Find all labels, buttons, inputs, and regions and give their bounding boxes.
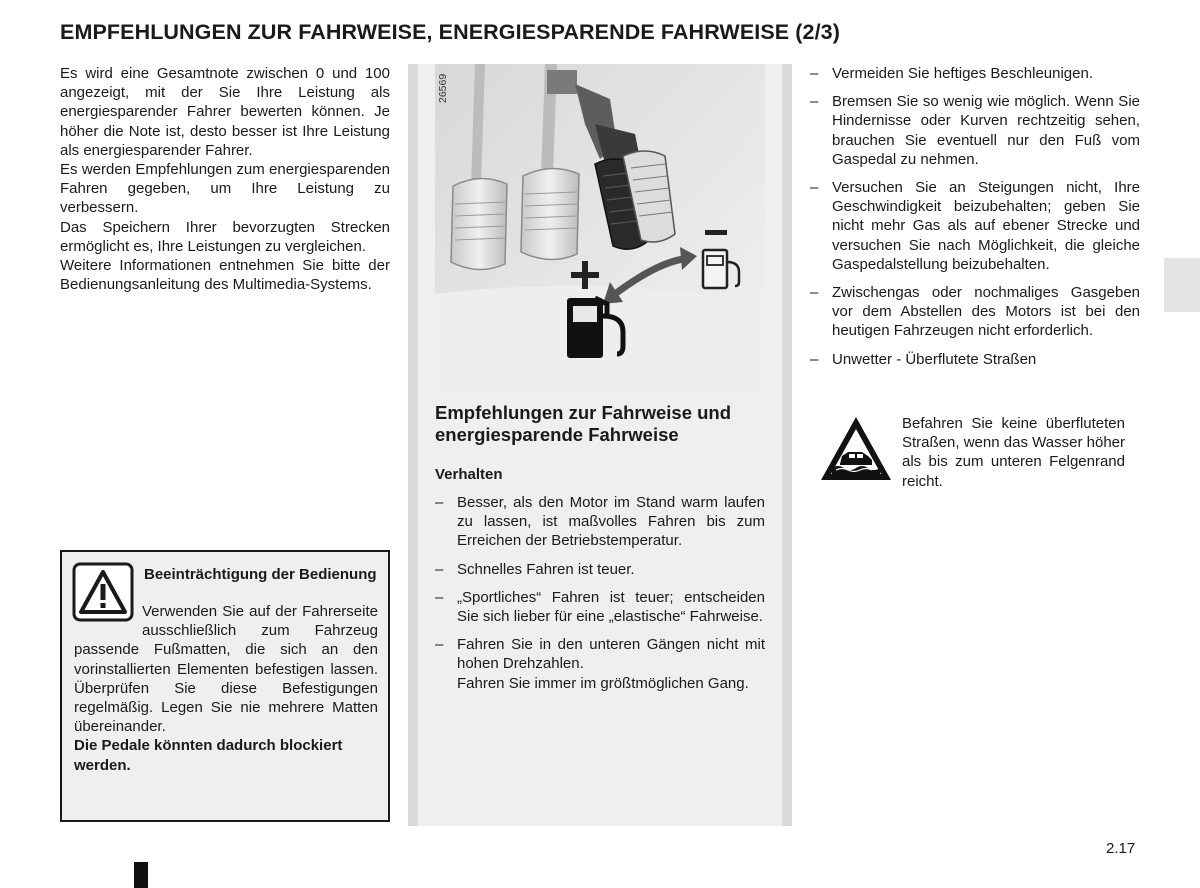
list-item: – Versuchen Sie an Steigungen nicht, Ihre Geschwindigkeit beizubehalten; geben Sie nicht mehr Gas als auf ebener Strecke und versuchen Sie nach Möglichkeit, die gleiche Gaspedalstellung beizubehalten. xyxy=(810,178,1140,274)
flood-warning xyxy=(818,414,1140,494)
flood-warning-text: Befahren Sie keine überfluteten Straßen, wenn das Wasser höher als bis zum unteren Felgenrand reicht. xyxy=(902,415,1125,490)
column-divider-right xyxy=(782,64,792,826)
list-item: – Bremsen Sie so wenig wie möglich. Wenn Sie Hindernisse oder Kurven rechtzeitig sehen, brauchen Sie eventuell nur den Fuß vom Gaspedal zu nehmen. xyxy=(810,92,1140,169)
pedal-illustration xyxy=(435,64,765,396)
page-title: EMPFEHLUNGEN ZUR FAHRWEISE, ENERGIESPARENDE FAHRWEISE (2/3) xyxy=(60,20,840,44)
flooded-road-icon xyxy=(818,414,894,484)
page-number: 2.17 xyxy=(1106,840,1136,857)
list-item: – Unwetter - Überflutete Straßen xyxy=(810,350,1140,369)
chapter-tab xyxy=(1164,258,1200,312)
warning-text: Verwenden Sie auf der Fahrerseite ausschließlich zum Fahrzeug passende Fußmatten, die sich an den vorinstallierten Elementen befestigen lassen. Überprüfen Sie diese Befestigungen regelmäßig. Legen Sie nie mehrere Matten übereinander. xyxy=(74,603,378,736)
section-heading: Empfehlungen zur Fahrweise und energiesparende Fahrweise xyxy=(435,402,732,445)
intro-paragraph-3: Das Speichern Ihrer bevorzugten Strecken ermöglicht es, Ihre Leistungen zu vergleichen. xyxy=(60,218,390,255)
behavior-list xyxy=(435,493,765,693)
list-item: – Vermeiden Sie heftiges Beschleunigen. xyxy=(810,64,1140,83)
warning-box xyxy=(60,550,390,822)
intro-paragraph-4: Weitere Informationen entnehmen Sie bitte der Bedienungsanleitung des Multimedia-Systems. xyxy=(60,257,390,294)
intro-text xyxy=(60,64,390,294)
figure-number: 26569 xyxy=(437,73,449,103)
intro-paragraph-2: Es werden Empfehlungen zum energiesparenden Fahren gegeben, um Ihre Leistung zu verbessern. xyxy=(60,161,390,217)
warning-body xyxy=(74,602,378,775)
list-item-text: Fahren Sie in den unteren Gängen nicht mit hohen Drehzahlen. xyxy=(457,636,765,673)
subheading-verhalten: Verhalten xyxy=(435,466,503,483)
crop-mark xyxy=(134,862,148,888)
column-divider-left xyxy=(408,64,418,826)
list-item: – Besser, als den Motor im Stand warm laufen zu lassen, ist maßvolles Fahren bis zum Erreichen der Betriebstemperatur. xyxy=(435,493,765,551)
tips-list xyxy=(810,64,1140,369)
warning-bold-text: Die Pedale könnten dadurch blockiert werden. xyxy=(74,737,343,774)
list-item xyxy=(435,635,765,693)
list-item: – Zwischengas oder nochmaliges Gasgeben vor dem Abstellen des Motors ist bei den heutigen Fahrzeugen nicht erforderlich. xyxy=(810,283,1140,341)
right-column xyxy=(810,64,1140,378)
pedal-drawing xyxy=(435,64,765,396)
intro-paragraph-1: Es wird eine Gesamtnote zwischen 0 und 100 angezeigt, mit der Sie Ihre Leistung als energiesparender Fahrer bewerten können. Je höher die Note ist, desto besser ist Ihre Leistung als energiesparender Fahrer. xyxy=(60,65,390,159)
list-item-extra: Fahren Sie immer im größtmöglichen Gang. xyxy=(457,674,749,692)
warning-heading: Beeinträchtigung der Bedienung xyxy=(144,566,377,583)
driving-recommendations xyxy=(435,402,765,702)
list-item: – Schnelles Fahren ist teuer. xyxy=(435,560,765,579)
list-item: – „Sportliches“ Fahren ist teuer; entscheiden Sie sich lieber für eine „elastische“ Fahrweise. xyxy=(435,588,765,626)
